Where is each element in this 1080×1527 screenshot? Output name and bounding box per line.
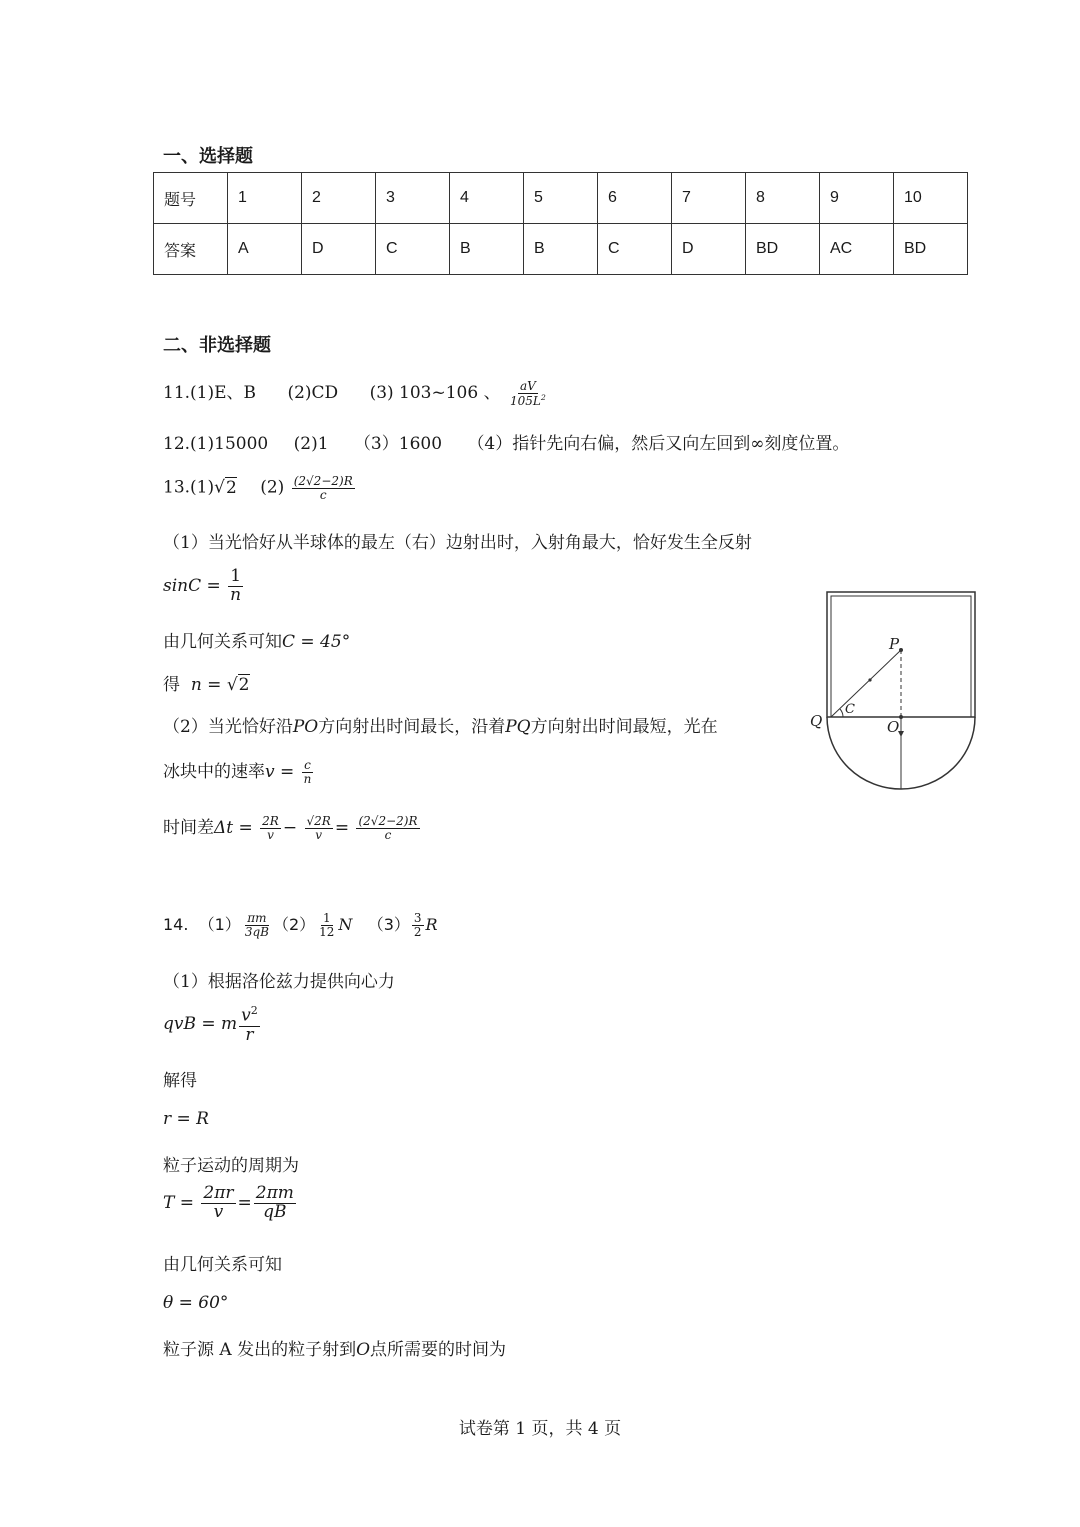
table-row-question-numbers [154,173,968,224]
q14-eq1-num-exp: 2 [250,1004,258,1017]
q12-part1: (1)15000 [190,434,269,454]
q13-n-line: 得 n = √2 [163,675,250,695]
q14-p2-label: （2） [272,915,316,934]
table-cell: 7 [672,173,746,224]
table-cell: C [376,224,450,275]
q13-speed-den: n [303,772,312,786]
q14-eq1-fraction [239,1005,260,1044]
q14-p3-unit: R [425,915,438,934]
q12-line [163,429,849,454]
table-cell: 答案 [154,224,228,275]
q13-sin-fraction [228,568,243,605]
q13-dt-f3-den: c [384,828,392,842]
q14-p1-den: 3qB [244,925,269,939]
q13-explanation-2 [163,712,718,737]
section-title-nonchoice: 二、非选择题 [163,335,271,356]
q13-part2-label: (2) [260,477,285,498]
q14-eq4: θ = 60° [163,1293,229,1313]
q11-part1: (1)E、B [190,383,257,403]
table-cell: 8 [746,173,820,224]
q14-p2-fraction [317,912,336,938]
q14-geo-text: 由几何关系可知 [163,1255,282,1275]
q13-geo-text: 由几何关系可知 [163,632,282,652]
q13-speed-fraction [302,759,314,785]
q13-dt-eq: Δt = [214,818,259,838]
table-cell: 3 [376,173,450,224]
q14-eq3-f1-den: v [213,1201,224,1222]
q11-frac-num: aV [520,378,536,393]
q14-eq3-frac1 [201,1185,235,1222]
q12-part2: (2)1 [293,434,329,454]
q14-eq3-f2-num: 2πm [255,1183,294,1203]
q13-n-radicand: 2 [238,675,250,695]
q11-part3: (3) 103~106 、 [369,383,501,403]
table-cell: D [302,224,376,275]
table-cell: 9 [820,173,894,224]
q13-sin-lhs: sinC = [163,575,227,596]
table-cell: 5 [524,173,598,224]
q13-dt-f1-num: 2R [262,814,279,829]
q14-eq1-lhs: qvB = m [163,1014,238,1035]
q13-dt-frac2 [305,815,333,841]
figure-label-o: O [887,718,900,736]
table-cell: AC [820,224,894,275]
q14-eq1-num: v [241,1005,251,1026]
q13-dt-f2-num: √2R [306,814,331,829]
q13-part1-label: (1) [190,477,215,498]
q14-p3-num: 3 [413,911,422,926]
q14-p2-num: 1 [322,911,331,926]
table-cell: 4 [450,173,524,224]
figure-label-p: P [889,635,900,653]
q14-last-line [163,1335,506,1360]
table-cell: B [450,224,524,275]
q13-speed-num: c [304,758,311,773]
q14-answer-line [163,912,438,939]
table-cell: 6 [598,173,672,224]
q11-part2: (2)CD [287,383,339,403]
q14-explanation-1: （1）根据洛伦兹力提供向心力 [163,972,395,992]
q13-sin-den: n [230,584,242,605]
q14-eq3-f1-num: 2πr [203,1183,234,1203]
q14-eq3-frac2 [254,1185,296,1222]
figure-point-p [899,648,903,652]
q13-dt-f3-num: (2√2−2)R [358,814,418,829]
q13-dt-frac1 [260,815,281,841]
q13-dt-f1-den: v [267,828,274,842]
q12-part4: （4）指针先向右偏，然后又向左回到∞刻度位置。 [467,434,850,454]
q13-line2-b: 方向射出时间最长，沿着 [318,717,506,737]
q14-eq3 [163,1185,298,1222]
table-cell: BD [894,224,968,275]
figure-angle-c-arc [840,709,843,717]
q14-eq3-f2-den: qB [263,1201,287,1222]
q13-dt-line [163,813,422,842]
q13-part1-radicand: 2 [225,477,237,498]
q13-part2-fraction [292,475,355,501]
q12-part3: （3）1600 [353,434,443,454]
q14-eq2: r = R [163,1109,209,1129]
q11-fraction [508,380,548,407]
q11-number: 11. [163,383,191,403]
figure-label-q: Q [810,712,823,730]
q13-frac-num: (2√2−2)R [293,474,353,488]
q13-n-eq: n = [190,675,227,695]
q13-n-prefix: 得 [163,675,180,695]
figure-inner-frame [831,596,971,717]
q14-p3-fraction [412,912,424,938]
table-cell: 10 [894,173,968,224]
q13-sin-num: 1 [230,566,242,586]
figure-point-o [899,715,903,719]
q13-line2-a: （2）当光恰好沿 [163,717,293,737]
q14-eq1 [163,1005,262,1044]
q14-p2-den: 12 [319,925,335,939]
q11-line [163,378,550,407]
answer-table [153,172,968,275]
q14-p1-num: πm [247,911,267,926]
table-row-answers [154,224,968,275]
table-cell: D [672,224,746,275]
q13-line2-po: PO [292,717,319,737]
table-cell: 题号 [154,173,228,224]
q14-number: 14. [163,915,189,934]
q13-dt-f2-den: v [315,828,323,842]
q14-eq1-den: r [245,1024,254,1045]
q14-p3-label: （3） [367,915,410,934]
q13-line2-pq: PQ [505,717,531,737]
table-cell: 1 [228,173,302,224]
q14-p2-unit: N [338,915,353,934]
q14-p3-den: 2 [413,925,422,939]
q13-ice-hemisphere-figure [805,585,990,795]
figure-label-c: C [845,702,855,717]
table-cell: BD [746,224,820,275]
figure-outer-frame [827,592,975,717]
q14-solve-text: 解得 [163,1071,197,1091]
section-title-choice: 一、选择题 [163,146,253,167]
q13-sin-equation [163,568,245,605]
q13-speed-eq: v = [265,762,300,782]
q13-dt-equals: = [334,818,350,838]
q13-dt-text: 时间差 [163,818,214,838]
q14-period-text: 粒子运动的周期为 [163,1156,299,1176]
q14-last-b: 点所需要的时间为 [370,1340,507,1360]
table-cell: 2 [302,173,376,224]
q13-explanation-1: （1）当光恰好从半球体的最左（右）边射出时，入射角最大，恰好发生全反射 [163,533,752,553]
q13-number: 13. [163,477,191,498]
q13-speed-line [163,757,315,786]
q14-last-a: 粒子源 A 发出的粒子射到 [163,1340,357,1360]
figure-pq-line [831,650,901,717]
page-footer: 试卷第 1 页，共 4 页 [458,1419,622,1439]
q14-p1-label: （1） [198,915,241,934]
q13-speed-text: 冰块中的速率 [163,762,265,782]
table-cell: B [524,224,598,275]
q13-answer-line: 13.(1)√2 (2) $\frac{(2√2-2)R}{c}$ [163,474,353,502]
q13-frac-den: c [319,487,327,502]
q13-geometry-line [163,627,350,652]
q14-last-o: O [356,1340,371,1360]
q13-dt-frac3 [356,815,419,841]
q12-number: 12. [163,434,191,454]
figure-pq-arrow-dot [868,678,871,681]
q11-frac-den-exp: 2 [540,392,546,402]
q13-line2-c: 方向射出时间最短，光在 [530,717,718,737]
q11-frac-den: 105L [510,393,541,408]
q14-eq3-equals: = [237,1192,252,1213]
q14-p1-fraction [243,912,271,938]
q13-dt-minus: − [282,818,298,838]
table-cell: C [598,224,672,275]
q14-eq3-lhs: T = [163,1192,200,1213]
q13-geo-eq: C = 45° [282,632,351,652]
table-cell: A [228,224,302,275]
